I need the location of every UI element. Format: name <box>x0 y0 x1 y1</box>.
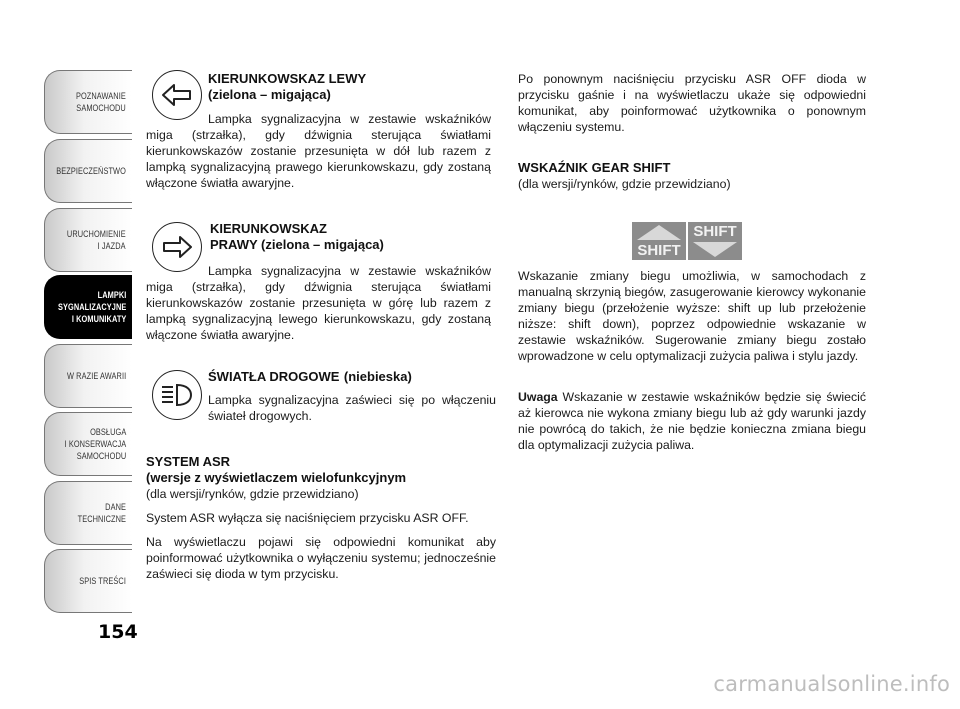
note-label: Uwaga <box>518 390 558 404</box>
gear-shift-title: WSKAŹNIK GEAR SHIFT <box>518 160 671 175</box>
high-beam-heading <box>208 368 498 386</box>
turn-left-subtitle: (zielona – migająca) <box>208 87 331 102</box>
asr-para2: Na wyświetlaczu pojawi się odpowiedni komunikat aby poinformować użytkownika o wyłączeniu systemu; jednocześnie zaświeci się dioda w tym przycisku. <box>146 535 496 581</box>
tab-spis-tresci[interactable]: SPIS TREŚCI <box>44 549 132 613</box>
gear-shift-warning <box>518 389 866 453</box>
note-body: Wskazanie w zestawie wskaźników będzie się świecić aż kierowca nie wykona zmiany biegu lub aż gdy warunki jazdy nie powrócą do takich, że nie będzie konieczna zmiana biegu dla optymalizacji zużycia paliwa. <box>518 390 866 452</box>
tab-bezpieczenstwo[interactable]: BEZPIECZEŃSTWO <box>44 139 132 203</box>
asr-note: (dla wersji/rynków, gdzie przewidziano) <box>146 487 359 501</box>
tab-poznawanie-samochodu[interactable]: POZNAWANIE SAMOCHODU <box>44 70 132 134</box>
asr-title: SYSTEM ASR <box>146 454 231 469</box>
gear-shift-body: Wskazanie zmiany biegu umożliwia, w samochodach z manualną skrzynią biegów, zasugerowanie kierowcy wykonanie zmiany biegu (przełożenie wyższe: shift up lub przełożenie niższe: shift down), poprzez odpowiednie wskazanie w zestawie wskaźników. Sugerowanie zmiany biegu zostało wprowadzone w celu optymalizacji zużycia paliwa i stylu jazdy. <box>518 269 866 363</box>
asr-subtitle: (wersje z wyświetlaczem wielofunkcyjnym <box>146 470 407 485</box>
turn-right-heading <box>210 221 500 253</box>
tab-dane-techniczne[interactable]: DANE TECHNICZNE <box>44 481 132 545</box>
turn-left-title: KIERUNKOWSKAZ LEWY <box>208 71 367 86</box>
tab-uruchomienie-i-jazda[interactable]: URUCHOMIENIE I JAZDA <box>44 208 132 272</box>
shift-down-indicator <box>688 222 742 260</box>
turn-right-body: Lampka sygnalizacyjna w zestawie wskaźników miga (strzałka), gdy dźwignia sterująca światłami kierunkowskazów zostanie przesunięta w górę lub razem z lampką sygnalizacyjną lewego kierunkowskazu, gdy zostaną włączone światła awaryjne. <box>146 264 491 342</box>
watermark: carmanualsonline.info <box>713 672 950 696</box>
tab-lampki-sygnalizacyjne[interactable]: LAMPKI SYGNALIZACYJNE I KOMUNIKATY <box>44 275 132 339</box>
tab-obsluga-i-konserwacja[interactable]: OBSŁUGA I KONSERWACJA SAMOCHODU <box>44 412 132 476</box>
shift-up-indicator <box>632 222 686 260</box>
asr-section <box>146 454 496 582</box>
turn-right-subtitle: PRAWY (zielona – migająca) <box>210 237 384 252</box>
asr-para1: System ASR wyłącza się naciśnięciem przycisku ASR OFF. <box>146 511 469 525</box>
shift-down-label: SHIFT <box>693 223 737 240</box>
tab-w-razie-awarii[interactable]: W RAZIE AWARII <box>44 344 132 408</box>
turn-left-heading <box>208 71 498 103</box>
turn-left-body: Lampka sygnalizacyjna w zestawie wskaźników miga (strzałka), gdy dźwignia sterująca światłami kierunkowskazów zostanie przesunięta w dół lub razem z lampką sygnalizacyjną prawego kierunkowskazu, gdy zostaną włączone światła awaryjne. <box>146 112 491 190</box>
turn-right-title: KIERUNKOWSKAZ <box>210 221 327 236</box>
high-beam-icon <box>152 370 202 420</box>
gear-shift-note: (dla wersji/rynków, gdzie przewidziano) <box>518 177 731 191</box>
high-beam-title: ŚWIATŁA DROGOWE <box>208 369 340 384</box>
gear-shift-heading <box>518 160 866 192</box>
shift-up-label: SHIFT <box>637 242 681 259</box>
high-beam-title-suffix: (niebieska) <box>343 369 412 384</box>
asr-reenable-text: Po ponownym naciśnięciu przycisku ASR OFF dioda w przycisku gaśnie i na wyświetlaczu ukaże się odpowiedni komunikat, aby poinformować użytkownika o ponownym włączeniu systemu. <box>518 72 866 134</box>
page-number: 154 <box>98 621 138 643</box>
high-beam-body: Lampka sygnalizacyjna zaświeci się po włączeniu świateł drogowych. <box>208 393 496 423</box>
